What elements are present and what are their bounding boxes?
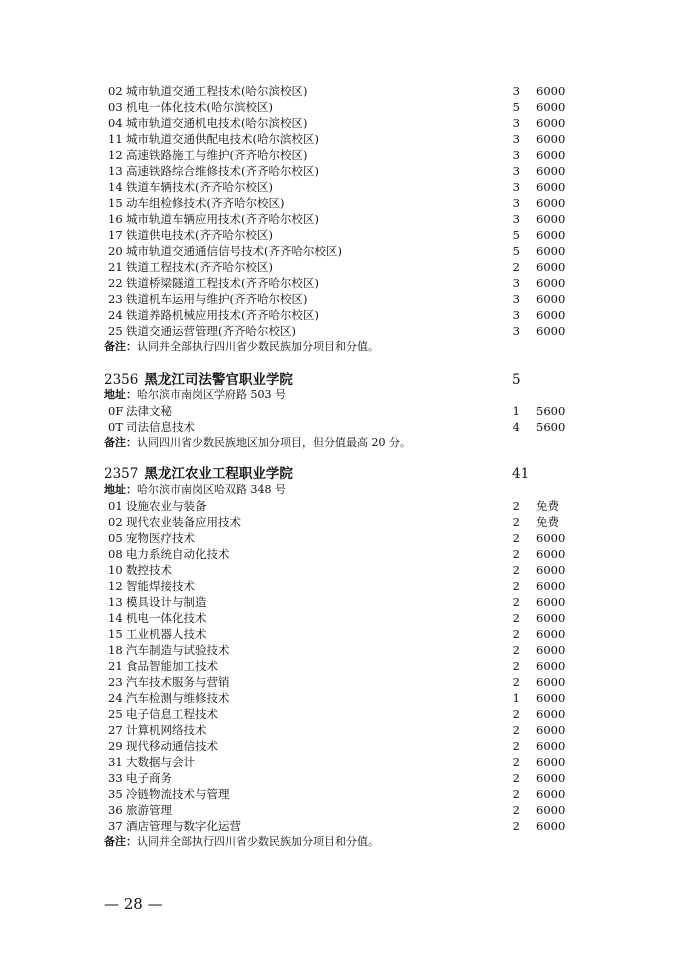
major-code: 18 [108, 643, 123, 657]
table-row [0, 770, 680, 786]
quota-count: 5 [512, 100, 520, 114]
table-row [0, 530, 680, 546]
major-name: 铁道桥梁隧道工程技术(齐齐哈尔校区) [126, 276, 319, 290]
tuition-fee: 6000 [536, 100, 566, 114]
table-row [0, 403, 680, 419]
quota-count: 5 [512, 244, 520, 258]
quota-count: 2 [512, 803, 520, 817]
remark-line [104, 435, 411, 451]
major-name: 司法信息技术 [126, 420, 195, 434]
tuition-fee: 6000 [536, 276, 566, 290]
table-row [0, 195, 680, 211]
major-name: 冷链物流技术与管理 [126, 787, 230, 801]
tuition-fee: 6000 [536, 579, 566, 593]
table-row [0, 706, 680, 722]
major-name: 铁道供电技术(齐齐哈尔校区) [126, 228, 273, 242]
tuition-fee: 免费 [536, 515, 559, 529]
table-row [0, 83, 680, 99]
tuition-fee: 6000 [536, 611, 566, 625]
major-name: 城市轨道交通机电技术(哈尔滨校区) [126, 116, 308, 130]
address-text: 哈尔滨市南岗区哈双路 348 号 [137, 483, 286, 496]
table-row [0, 227, 680, 243]
remark-line [104, 834, 379, 850]
major-code: 03 [108, 100, 123, 114]
table-row [0, 754, 680, 770]
tuition-fee: 6000 [536, 819, 566, 833]
tuition-fee: 6000 [536, 547, 566, 561]
tuition-fee: 6000 [536, 116, 566, 130]
table-row [0, 818, 680, 834]
tuition-fee: 6000 [536, 787, 566, 801]
tuition-fee: 6000 [536, 691, 566, 705]
major-name: 高速铁路施工与维护(齐齐哈尔校区) [126, 148, 308, 162]
quota-count: 2 [512, 260, 520, 274]
major-code: 29 [108, 739, 123, 753]
major-name: 机电一体化技术(哈尔滨校区) [126, 100, 273, 114]
page-number: — 28 — [104, 895, 163, 913]
major-code: 13 [108, 595, 123, 609]
major-code: 21 [108, 659, 123, 673]
table-row [0, 578, 680, 594]
table-row [0, 163, 680, 179]
major-name: 高速铁路综合维修技术(齐齐哈尔校区) [126, 164, 319, 178]
major-name: 机电一体化技术 [126, 611, 207, 625]
table-row [0, 99, 680, 115]
quota-count: 5 [512, 228, 520, 242]
major-name: 汽车检测与维修技术 [126, 691, 230, 705]
tuition-fee: 6000 [536, 308, 566, 322]
remark-text: 认同并全部执行四川省少数民族加分项目和分值。 [137, 340, 379, 353]
tuition-fee: 6000 [536, 164, 566, 178]
school-name: 黑龙江农业工程职业学院 [144, 466, 293, 482]
major-code: 33 [108, 771, 123, 785]
address-text: 哈尔滨市南岗区学府路 503 号 [137, 388, 286, 401]
tuition-fee: 6000 [536, 723, 566, 737]
major-code: 05 [108, 531, 123, 545]
quota-count: 2 [512, 595, 520, 609]
tuition-fee: 6000 [536, 132, 566, 146]
major-code: 27 [108, 723, 123, 737]
quota-count: 3 [512, 164, 520, 178]
remark-line [104, 339, 379, 355]
tuition-fee: 6000 [536, 643, 566, 657]
major-code: 35 [108, 787, 123, 801]
major-code: 15 [108, 627, 123, 641]
major-code: 0F [108, 404, 124, 418]
quota-count: 2 [512, 723, 520, 737]
major-name: 电子信息工程技术 [126, 707, 218, 721]
major-name: 城市轨道交通工程技术(哈尔滨校区) [126, 84, 308, 98]
table-row [0, 562, 680, 578]
major-name: 城市轨道交通供配电技术(哈尔滨校区) [126, 132, 319, 146]
tuition-fee: 6000 [536, 148, 566, 162]
major-code: 02 [108, 84, 123, 98]
major-code: 01 [108, 499, 123, 513]
table-row [0, 786, 680, 802]
quota-count: 2 [512, 499, 520, 513]
table-row [0, 722, 680, 738]
tuition-fee: 6000 [536, 180, 566, 194]
quota-count: 2 [512, 643, 520, 657]
major-name: 智能焊接技术 [126, 579, 195, 593]
table-row [0, 211, 680, 227]
major-name: 城市轨道交通通信信号技术(齐齐哈尔校区) [126, 244, 342, 258]
major-code: 08 [108, 547, 123, 561]
quota-count: 2 [512, 787, 520, 801]
tuition-fee: 6000 [536, 228, 566, 242]
quota-count: 2 [512, 771, 520, 785]
major-code: 13 [108, 164, 123, 178]
table-row [0, 498, 680, 514]
remark-text: 认同四川省少数民族地区加分项目，但分值最高 20 分。 [137, 436, 411, 449]
remark-label: 备注： [104, 340, 137, 353]
major-code: 25 [108, 707, 123, 721]
major-name: 铁道车辆技术(齐齐哈尔校区) [126, 180, 273, 194]
major-code: 24 [108, 308, 123, 322]
quota-count: 2 [512, 707, 520, 721]
quota-count: 2 [512, 515, 520, 529]
table-row [0, 147, 680, 163]
major-name: 法律文秘 [126, 404, 172, 418]
table-row [0, 690, 680, 706]
quota-count: 2 [512, 627, 520, 641]
tuition-fee: 6000 [536, 771, 566, 785]
major-code: 24 [108, 691, 123, 705]
major-code: 0T [108, 420, 123, 434]
table-row [0, 738, 680, 754]
major-code: 20 [108, 244, 123, 258]
tuition-fee: 6000 [536, 212, 566, 226]
major-name: 食品智能加工技术 [126, 659, 218, 673]
major-name: 汽车制造与试验技术 [126, 643, 230, 657]
major-name: 旅游管理 [126, 803, 172, 817]
major-code: 14 [108, 180, 123, 194]
table-row [0, 514, 680, 530]
major-name: 设施农业与装备 [126, 499, 207, 513]
major-name: 铁道工程技术(齐齐哈尔校区) [126, 260, 273, 274]
school-address [104, 387, 286, 403]
remark-label: 备注： [104, 436, 137, 449]
quota-count: 2 [512, 579, 520, 593]
major-name: 铁道机车运用与维护(齐齐哈尔校区) [126, 292, 308, 306]
major-name: 大数据与会计 [126, 755, 195, 769]
school-address [104, 482, 286, 498]
school-code: 2357 [104, 466, 139, 482]
tuition-fee: 6000 [536, 675, 566, 689]
major-code: 22 [108, 276, 123, 290]
major-code: 12 [108, 579, 123, 593]
tuition-fee: 6000 [536, 324, 566, 338]
major-code: 21 [108, 260, 123, 274]
tuition-fee: 6000 [536, 84, 566, 98]
tuition-fee: 5600 [536, 404, 566, 418]
table-row [0, 610, 680, 626]
tuition-fee: 6000 [536, 707, 566, 721]
tuition-fee: 6000 [536, 244, 566, 258]
table-row [0, 275, 680, 291]
tuition-fee: 6000 [536, 196, 566, 210]
remark-text: 认同并全部执行四川省少数民族加分项目和分值。 [137, 835, 379, 848]
table-row [0, 419, 680, 435]
address-label: 地址： [104, 483, 137, 496]
table-row [0, 131, 680, 147]
quota-count: 3 [512, 84, 520, 98]
table-row [0, 626, 680, 642]
major-name: 城市轨道车辆应用技术(齐齐哈尔校区) [126, 212, 319, 226]
tuition-fee: 5600 [536, 420, 566, 434]
tuition-fee: 6000 [536, 531, 566, 545]
major-code: 36 [108, 803, 123, 817]
tuition-fee: 6000 [536, 595, 566, 609]
tuition-fee: 6000 [536, 627, 566, 641]
quota-count: 2 [512, 755, 520, 769]
major-name: 铁道养路机械应用技术(齐齐哈尔校区) [126, 308, 319, 322]
quota-count: 2 [512, 611, 520, 625]
quota-count: 3 [512, 276, 520, 290]
tuition-fee: 6000 [536, 739, 566, 753]
major-code: 04 [108, 116, 123, 130]
major-code: 23 [108, 675, 123, 689]
quota-count: 4 [512, 420, 520, 434]
major-name: 数控技术 [126, 563, 172, 577]
quota-count: 2 [512, 739, 520, 753]
school-name: 黑龙江司法警官职业学院 [144, 372, 293, 388]
school-code: 2356 [104, 372, 139, 388]
table-row [0, 179, 680, 195]
quota-count: 3 [512, 324, 520, 338]
major-name: 现代农业装备应用技术 [126, 515, 241, 529]
major-code: 16 [108, 212, 123, 226]
major-name: 汽车技术服务与营销 [126, 675, 230, 689]
quota-count: 3 [512, 116, 520, 130]
quota-count: 3 [512, 148, 520, 162]
quota-count: 3 [512, 292, 520, 306]
school-heading [104, 465, 544, 483]
major-name: 电子商务 [126, 771, 172, 785]
quota-count: 3 [512, 196, 520, 210]
major-code: 14 [108, 611, 123, 625]
major-code: 37 [108, 819, 123, 833]
school-total-quota: 5 [512, 372, 521, 388]
quota-count: 2 [512, 547, 520, 561]
major-name: 铁道交通运营管理(齐齐哈尔校区) [126, 324, 296, 338]
table-row [0, 115, 680, 131]
quota-count: 3 [512, 180, 520, 194]
quota-count: 3 [512, 212, 520, 226]
quota-count: 2 [512, 819, 520, 833]
table-row [0, 546, 680, 562]
address-label: 地址： [104, 388, 137, 401]
major-name: 工业机器人技术 [126, 627, 207, 641]
table-row [0, 243, 680, 259]
quota-count: 1 [512, 404, 520, 418]
quota-count: 2 [512, 531, 520, 545]
major-name: 计算机网络技术 [126, 723, 207, 737]
major-code: 15 [108, 196, 123, 210]
major-code: 17 [108, 228, 123, 242]
table-row [0, 291, 680, 307]
major-name: 酒店管理与数字化运营 [126, 819, 241, 833]
table-row [0, 642, 680, 658]
quota-count: 2 [512, 675, 520, 689]
major-code: 25 [108, 324, 123, 338]
table-row [0, 658, 680, 674]
tuition-fee: 6000 [536, 563, 566, 577]
tuition-fee: 6000 [536, 659, 566, 673]
remark-label: 备注： [104, 835, 137, 848]
table-row [0, 594, 680, 610]
quota-count: 2 [512, 563, 520, 577]
major-code: 12 [108, 148, 123, 162]
major-name: 电力系统自动化技术 [126, 547, 230, 561]
quota-count: 2 [512, 659, 520, 673]
tuition-fee: 免费 [536, 499, 559, 513]
major-code: 10 [108, 563, 123, 577]
quota-count: 3 [512, 308, 520, 322]
table-row [0, 323, 680, 339]
major-code: 11 [108, 132, 123, 146]
table-row [0, 674, 680, 690]
major-name: 动车组检修技术(齐齐哈尔校区) [126, 196, 285, 210]
table-row [0, 802, 680, 818]
major-code: 23 [108, 292, 123, 306]
table-row [0, 259, 680, 275]
major-code: 31 [108, 755, 123, 769]
tuition-fee: 6000 [536, 292, 566, 306]
major-name: 宠物医疗技术 [126, 531, 195, 545]
tuition-fee: 6000 [536, 260, 566, 274]
table-row [0, 307, 680, 323]
major-name: 模具设计与制造 [126, 595, 207, 609]
tuition-fee: 6000 [536, 755, 566, 769]
school-total-quota: 41 [512, 466, 530, 482]
quota-count: 3 [512, 132, 520, 146]
quota-count: 1 [512, 691, 520, 705]
tuition-fee: 6000 [536, 803, 566, 817]
major-code: 02 [108, 515, 123, 529]
major-name: 现代移动通信技术 [126, 739, 218, 753]
